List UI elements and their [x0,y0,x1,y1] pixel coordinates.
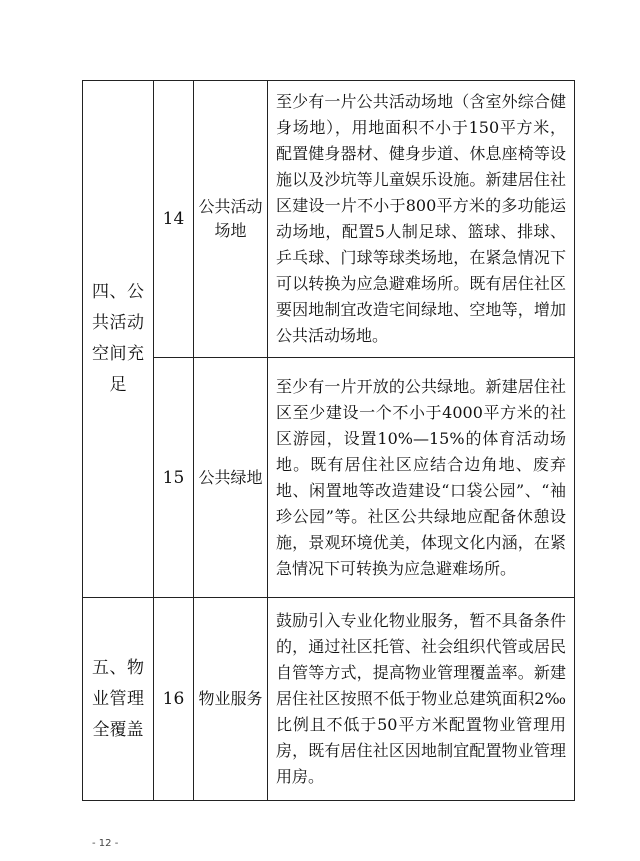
item-number: 15 [154,358,194,598]
item-name-cell [194,358,268,598]
item-name: 物业服务 [198,689,263,708]
item-name: 公共绿地 [198,467,263,487]
item-description-cell [268,81,575,358]
category-cell [83,81,154,598]
item-number: 16 [154,598,194,801]
table-row [83,81,575,358]
item-number: 14 [154,81,194,358]
item-description: 至少有一片开放的公共绿地。新建居住社区至少建设一个不小于4000平方米的社区游园，设置10%—15%的体育活动场地。既有居住社区应结合边角地、废弃地、闲置地等改造建设“口袋公园”、“袖珍公园”等。社区公共绿地应配备休憩设施，景观环境优美，体现文化内涵，在紧急情况下可转换为应急避难场所。 [276,376,566,578]
category-label: 四、公共活动空间充足 [92,282,144,395]
category-label: 五、物业管理全覆盖 [92,657,144,740]
page-number: - 12 - [92,838,119,849]
category-cell [83,598,154,801]
item-name: 公共活动场地 [198,197,263,240]
item-description-cell [268,598,575,801]
table-row [83,358,575,598]
item-description-cell [268,358,575,598]
item-name-cell [194,598,268,801]
standards-table [82,80,575,801]
table-row [83,598,575,801]
item-description: 至少有一片公共活动场地（含室外综合健身场地），用地面积不小于150平方米，配置健身器材、健身步道、休息座椅等设施以及沙坑等儿童娱乐设施。新建居住社区建设一片不小于800平方米的多功能运动场地，配置5人制足球、篮球、排球、乒乓球、门球等球类场地，在紧急情况下可以转换为应急避难场所。既有居住社区要因地制宜改造宅间绿地、空地等，增加公共活动场地。 [276,92,566,345]
item-name-cell [194,81,268,358]
item-description: 鼓励引入专业化物业服务，暂不具备条件的，通过社区托管、社会组织代管或居民自管等方式，提高物业管理覆盖率。新建居住社区按照不低于物业总建筑面积2‰比例且不低于50平方米配置物业管理用房，既有居住社区因地制宜配置物业管理用房。 [276,611,566,786]
